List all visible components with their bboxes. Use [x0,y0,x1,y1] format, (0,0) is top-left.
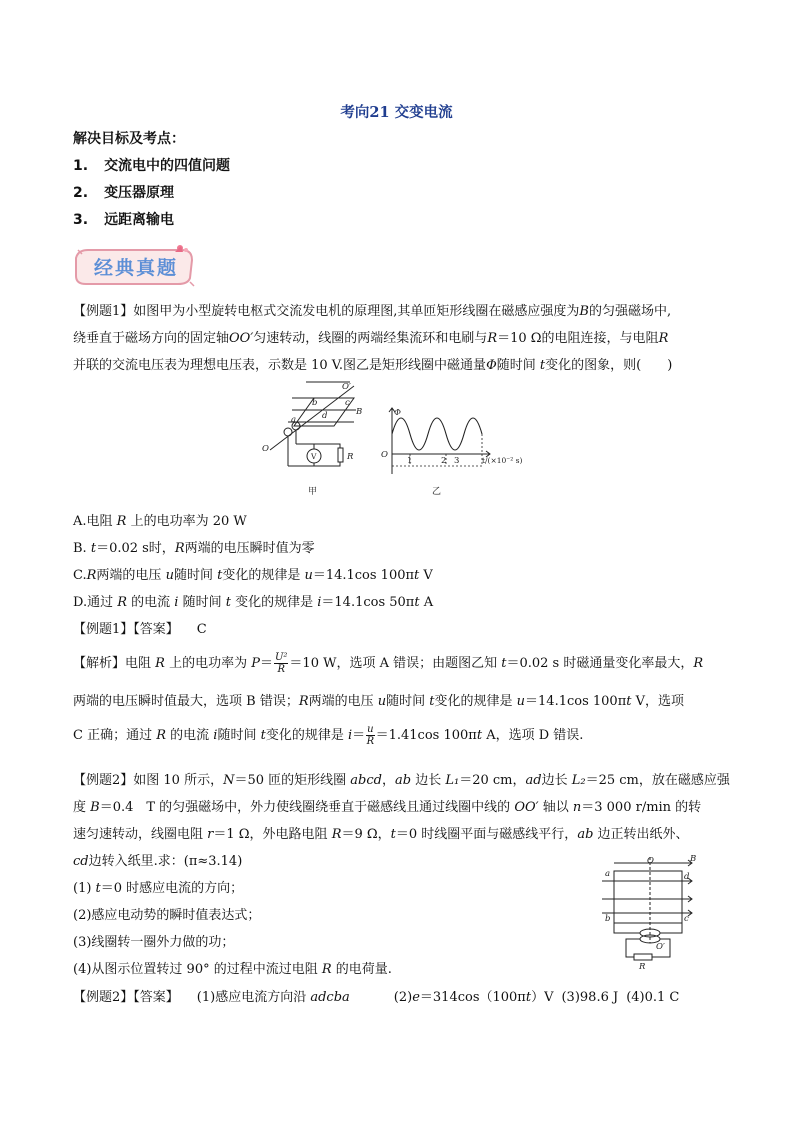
goal-text: 变压器原理 [104,185,175,201]
ex1-option-c: C.R两端的电压 u随时间 t变化的规律是 u＝14.1cos 100πt V [73,568,433,583]
ex1-line2: 绕垂直于磁场方向的固定轴OO′匀速转动，线圈的两端经集流环和电刷与R＝10 Ω的电阻连接，与电阻R [73,331,669,346]
goal-num: 2. [73,185,89,201]
fig2-axis-label: t/(×10⁻² s) [482,456,523,465]
fig1-label-c: c [345,398,350,408]
fig1-label-d: d [322,411,328,421]
fig1-label-b: b [312,398,318,408]
fig2-tick-3: 3 [454,456,460,466]
ex2-line3: 速匀速转动，线圈电阻 r＝1 Ω，外电路电阻 R＝9 Ω，t＝0 时线圈平面与磁感线平行，ab 边正转出纸外、 [73,827,689,842]
fig1-label-R: R [347,452,354,462]
goal-item [73,155,230,175]
figure-coil [598,853,702,971]
fig3-label-b: b [605,914,611,924]
ex1-analysis-line2: 两端的电压瞬时值最大，选项 B 错误；R两端的电压 u随时间 t变化的规律是 u＝14.1cos 100πt V，选项 [73,694,685,709]
ex1-line3: 并联的交流电压表为理想电压表，示数是 10 V.图乙是矩形线圈中磁通量Φ随时间 t变化的图象，则( ) [73,358,673,373]
ex1-option-b: B. t＝0.02 s时，R两端的电压瞬时值为零 [73,541,315,556]
goal-text: 远距离输电 [104,212,175,228]
goal-item [73,209,174,229]
ex1-option-a: A.电阻 R 上的电功率为 20 W [73,514,247,529]
ex2-line4: cd边转入纸里.求：(π≈3.14) [73,854,243,869]
ex2-question-4: (4)从图示位置转过 90° 的过程中流过电阻 R 的电荷量. [73,962,392,977]
fig3-label-O: O [647,856,654,866]
fig2-tick-2: 2 [441,456,447,466]
figure-generator [258,380,380,498]
flux-curve [392,418,482,450]
ex1-analysis-line3: C 正确；通过 R 的电流 i随时间 t变化的规律是 i＝ $\frac{u}{R}$ ＝1.41cos 100πt A，选项 D 错误. [73,724,584,747]
fig3-label-O-prime: O′ [656,942,665,952]
goal-text: 交流电中的四值问题 [104,158,231,174]
ex2-line2: 度 B＝0.4 T 的匀强磁场中，外力使线圈绕垂直于磁感线且通过线圈中线的 OO′ 轴以 n＝3 000 r/min 的转 [73,800,702,815]
goals-heading: 解决目标及考点： [73,131,185,147]
ex2-question-1: (1) t＝0 时感应电流的方向； [73,881,244,896]
fig1-label-B: B [356,407,363,417]
fig1-caption: 甲 [308,487,318,497]
ex1-line1: 【例题1】如图甲为小型旋转电枢式交流发电机的原理图,其单匝矩形线圈在磁感应强度为B的匀强磁场中, [73,304,672,319]
fig2-tick-1: 1 [407,456,413,466]
fig3-label-a: a [605,869,611,879]
goal-num: 3. [73,212,89,228]
ex2-question-2: (2)感应电动势的瞬时值表达式； [73,908,261,923]
fig1-label-O-prime: O′ [342,382,351,392]
fig3-label-c: c [684,914,689,924]
ex1-tag: 【例题1】 [73,304,134,319]
page-title: 考向21 交变电流 [340,104,453,121]
fig2-caption: 乙 [432,487,442,497]
ex1-analysis-line1: 【解析】电阻 R 上的电功率为 P＝ $\frac{\text{U²}}{R}$ ＝10 W，选项 A 错误；由题图乙知 t＝0.02 s 时磁通量变化率最大，R [73,652,704,675]
ex2-line1: 【例题2】如图 10 所示，N＝50 匝的矩形线圈 abcd，ab 边长 L₁＝20 cm，ad边长 L₂＝25 cm，放在磁感应强 [73,773,730,788]
fig1-label-O: O [262,444,269,454]
fig3-label-B: B [690,854,697,864]
goal-item [73,182,174,202]
ex1-option-d: D.通过 R 的电流 i 随时间 t 变化的规律是 i＝14.1cos 50πt A [73,595,434,610]
fig1-label-V: V [311,452,317,461]
ex1-answer: 【例题1】【答案】 C [73,622,207,637]
ex2-question-3: (3)线圈转一圈外力做的功； [73,935,235,950]
ex2-answer: 【例题2】【答案】 (1)感应电流方向沿 adcba (2)e＝314cos（100πt）V (3)98.6 J (4)0.1 C [73,990,680,1005]
fig2-label-phi: Φ [394,408,401,418]
badge-text: 经典真题 [93,257,178,279]
fig3-label-d: d [684,872,690,882]
fraction: $\frac{\text{U²}}{R}$ [274,652,288,675]
goal-num: 1. [73,158,89,174]
section-badge [72,244,196,288]
fig3-label-R: R [639,962,646,971]
fig1-label-a: a [291,415,297,425]
figure-flux-graph [378,404,530,498]
fig2-label-O: O [381,450,388,460]
fraction: $\frac{u}{R}$ [366,724,375,747]
